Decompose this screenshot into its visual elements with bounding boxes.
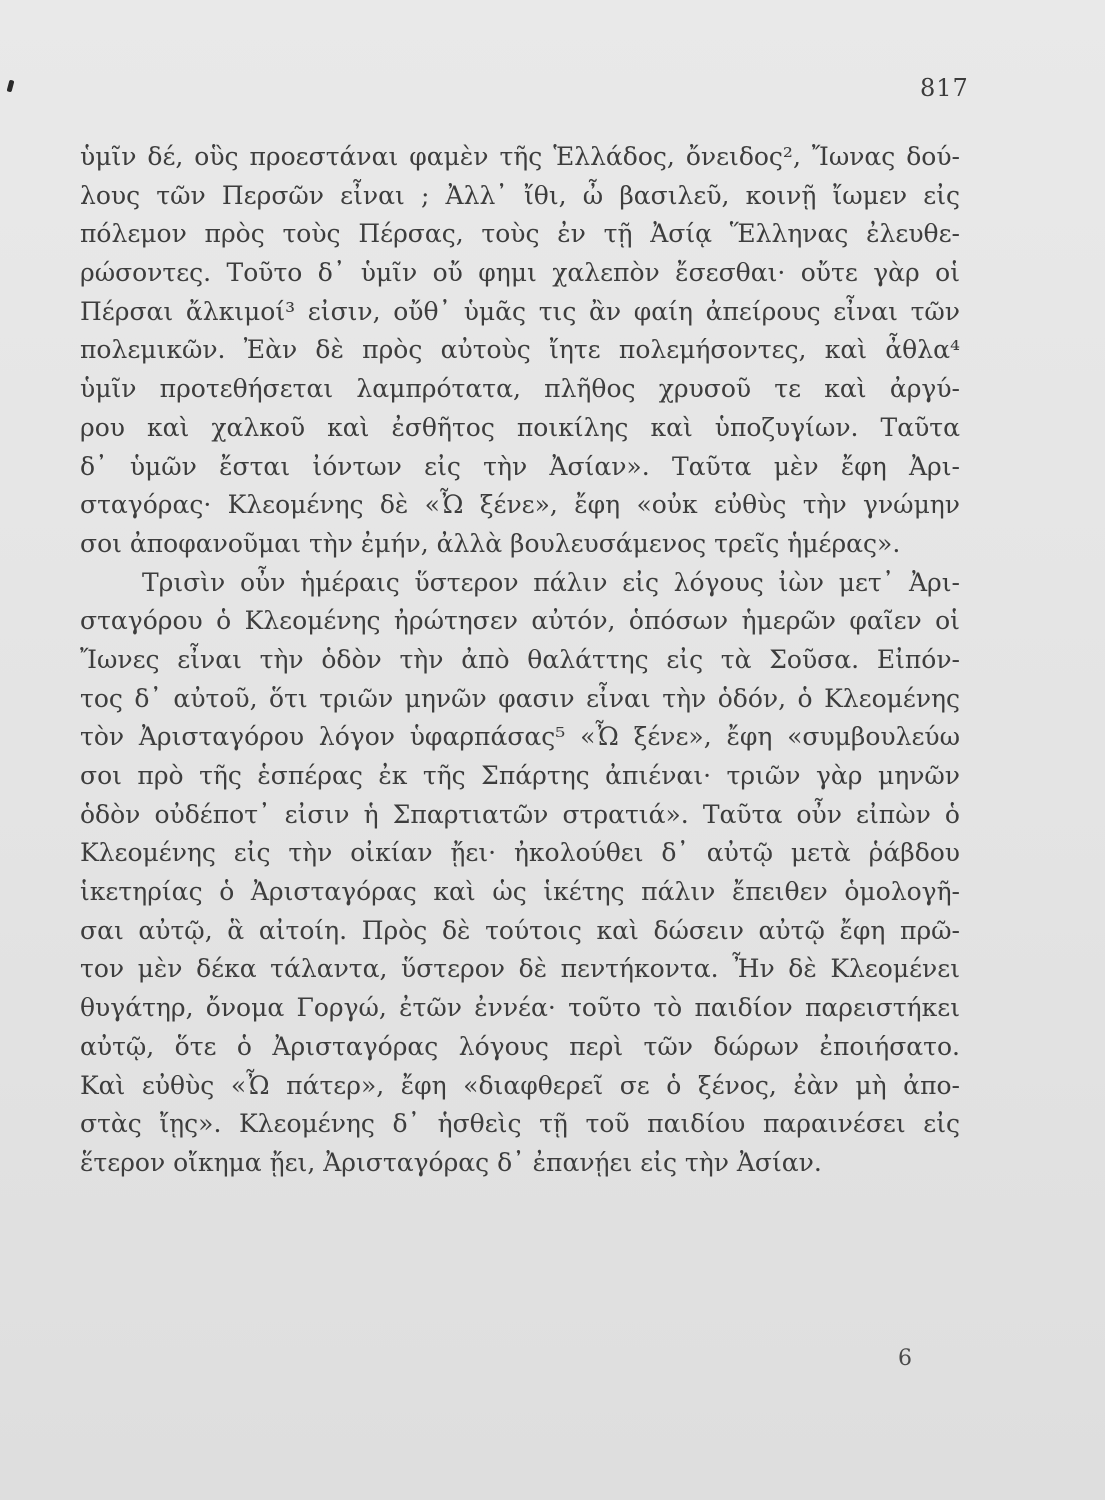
text-line: ρου καὶ χαλκοῦ καὶ ἐσθῆτος ποικίλης καὶ ὑποζυγίων. Ταῦτα xyxy=(80,412,960,442)
text-line: Τρισὶν οὖν ἡμέραις ὕστερον πάλιν εἰς λόγους ἰὼν μετ᾽ Ἀρι- xyxy=(142,567,960,597)
text-line: δ᾽ ὑμῶν ἔσται ἰόντων εἰς τὴν Ἀσίαν». Ταῦτα μὲν ἔφη Ἀρι- xyxy=(80,451,960,481)
text-line: λους τῶν Περσῶν εἶναι ; Ἀλλ᾽ ἴθι, ὦ βασιλεῦ, κοινῇ ἴωμεν εἰς xyxy=(80,180,960,210)
text-line: πόλεμον πρὸς τοὺς Πέρσας, τοὺς ἐν τῇ Ἀσίᾳ Ἕλληνας ἐλευθε- xyxy=(80,219,960,249)
text-line: σταγόρας· Κλεομένης δὲ «Ὦ ξένε», ἔφη «οὐκ εὐθὺς τὴν γνώμην xyxy=(80,490,960,520)
text-line: ἕτερον οἴκημα ᾔει, Ἀρισταγόρας δ᾽ ἐπανῄει εἰς τὴν Ἀσίαν. xyxy=(80,1147,822,1177)
stray-ink-mark xyxy=(7,80,15,93)
text-line: σοι πρὸ τῆς ἑσπέρας ἐκ τῆς Σπάρτης ἀπιέναι· τριῶν γὰρ μηνῶν xyxy=(80,761,960,790)
text-line: θυγάτηρ, ὄνομα Γοργώ, ἐτῶν ἐννέα· τοῦτο τὸ παιδίον παρειστήκει xyxy=(80,993,960,1023)
text-line: Πέρσαι ἄλκιμοί³ εἰσιν, οὔθ᾽ ὑμᾶς τις ἂν φαίη ἀπείρους εἶναι τῶν xyxy=(80,296,960,326)
text-line: τον μὲν δέκα τάλαντα, ὕστερον δὲ πεντήκοντα. Ἦν δὲ Κλεομένει xyxy=(80,954,960,984)
text-line: ρώσοντες. Τοῦτο δ᾽ ὑμῖν οὔ φημι χαλεπὸν ἔσεσθαι· οὔτε γὰρ οἱ xyxy=(80,258,960,288)
body-text xyxy=(80,138,960,1183)
text-line: Καὶ εὐθὺς «Ὦ πάτερ», ἔφη «διαφθερεῖ σε ὁ ξένος, ἐὰν μὴ ἀπο- xyxy=(80,1070,960,1100)
text-line: αὐτῷ, ὅτε ὁ Ἀρισταγόρας λόγους περὶ τῶν δώρων ἐποιήσατο. xyxy=(80,1031,960,1061)
text-line: πολεμικῶν. Ἐὰν δὲ πρὸς αὐτοὺς ἴητε πολεμήσοντες, καὶ ἆθλα⁴ xyxy=(80,335,960,365)
text-line: τος δ᾽ αὐτοῦ, ὅτι τριῶν μηνῶν φασιν εἶναι τὴν ὁδόν, ὁ Κλεομένης xyxy=(80,683,960,713)
text-line: στὰς ἴῃς». Κλεομένης δ᾽ ἡσθεὶς τῇ τοῦ παιδίου παραινέσει εἰς xyxy=(80,1109,960,1139)
text-line: ἱκετηρίας ὁ Ἀρισταγόρας καὶ ὡς ἱκέτης πάλιν ἔπειθεν ὁμολογῆ- xyxy=(80,877,960,907)
text-line: Κλεομένης εἰς τὴν οἰκίαν ᾔει· ἠκολούθει δ᾽ αὐτῷ μετὰ ῥάβδου xyxy=(80,838,960,868)
text-line: σαι αὐτῷ, ἃ αἰτοίη. Πρὸς δὲ τούτοις καὶ δώσειν αὐτῷ ἔφη πρῶ- xyxy=(80,915,960,945)
page-number: 817 xyxy=(920,74,969,102)
text-line: τὸν Ἀρισταγόρου λόγον ὑφαρπάσας⁵ «Ὦ ξένε», ἔφη «συμβουλεύω xyxy=(80,722,960,752)
text-line: σταγόρου ὁ Κλεομένης ἠρώτησεν αὐτόν, ὁπόσων ἡμερῶν φαῖεν οἱ xyxy=(80,606,960,636)
text-line: Ἴωνες εἶναι τὴν ὁδὸν τὴν ἀπὸ θαλάττης εἰς τὰ Σοῦσα. Εἰπόν- xyxy=(80,644,960,674)
signature-mark: 6 xyxy=(898,1346,912,1371)
text-line: σοι ἀποφανοῦμαι τὴν ἐμήν, ἀλλὰ βουλευσάμενος τρεῖς ἡμέρας». xyxy=(80,528,901,558)
text-line: ὁδὸν οὐδέποτ᾽ εἰσιν ἡ Σπαρτιατῶν στρατιά». Ταῦτα οὖν εἰπὼν ὁ xyxy=(80,799,960,829)
text-line: ὑμῖν δέ, οὓς προεστάναι φαμὲν τῆς Ἑλλάδος, ὄνειδος², Ἴωνας δού- xyxy=(80,142,960,171)
text-line: ὑμῖν προτεθήσεται λαμπρότατα, πλῆθος χρυσοῦ τε καὶ ἀργύ- xyxy=(80,374,960,404)
